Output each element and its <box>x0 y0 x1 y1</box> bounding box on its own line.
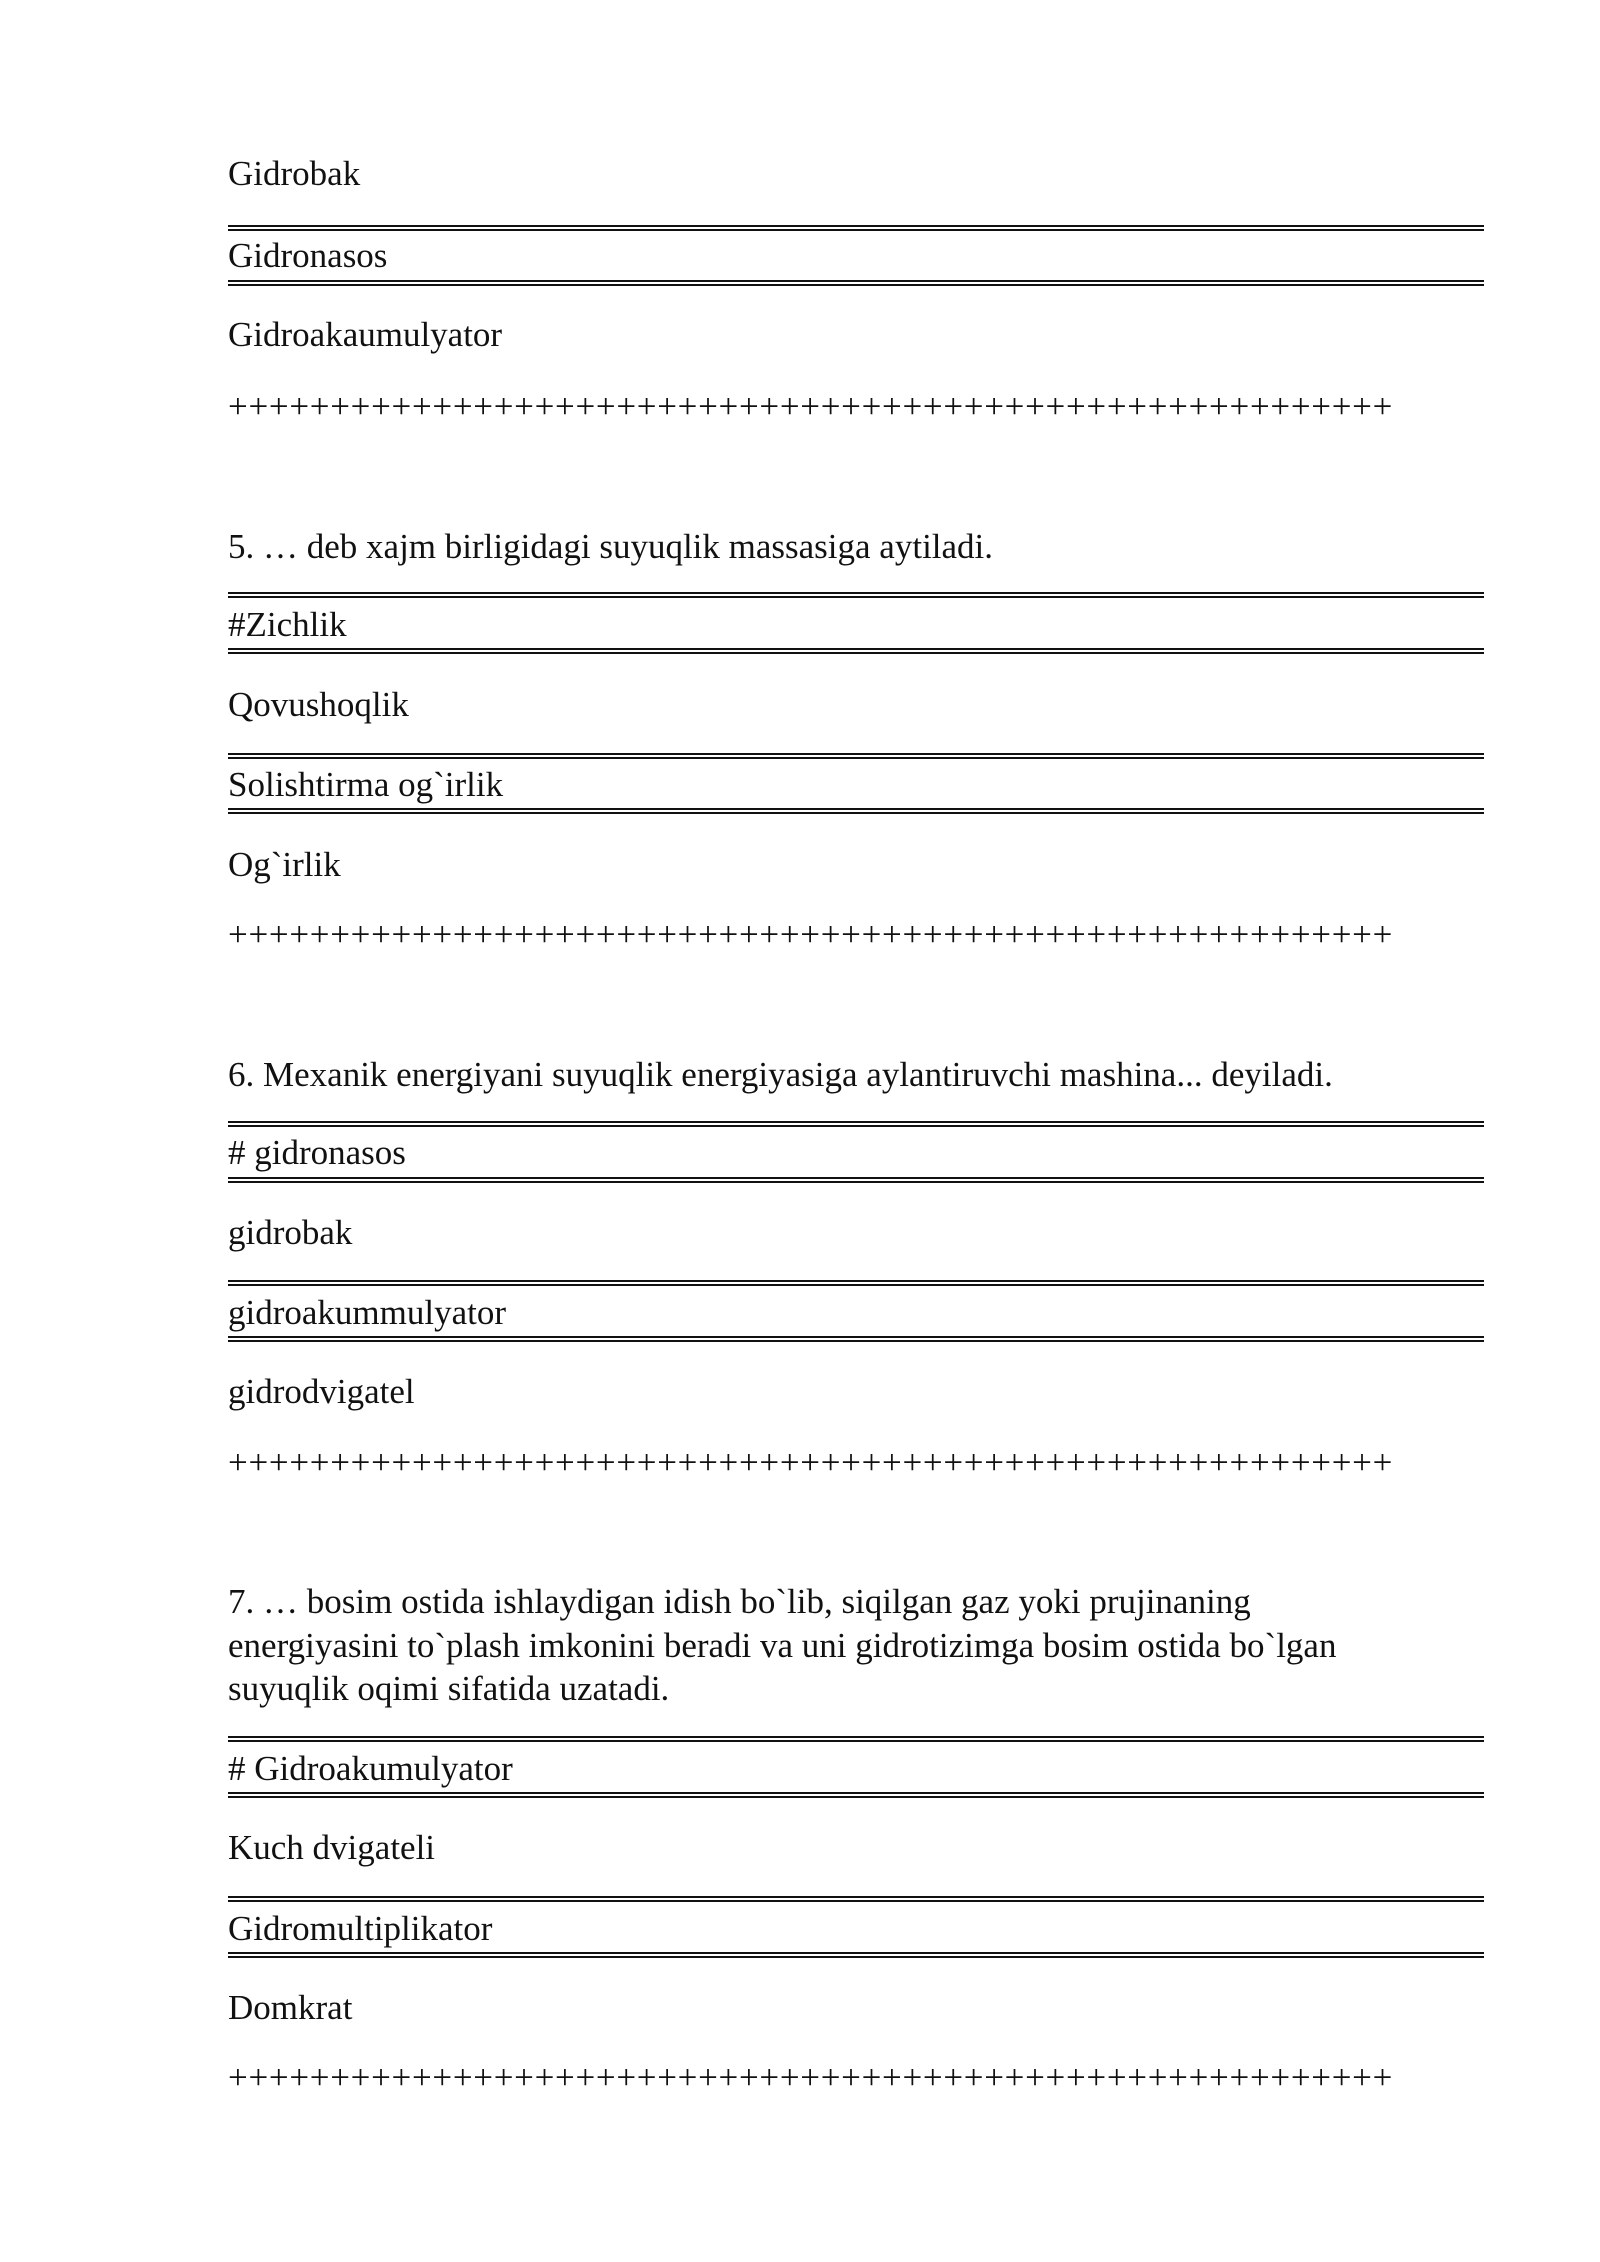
option-text: Gidroakaumulyator <box>228 315 503 354</box>
option-text: Gidronasos <box>228 236 388 275</box>
option-separator-line <box>228 1280 1484 1286</box>
option-separator-line <box>228 1952 1484 1958</box>
option-text: Gidrobak <box>228 154 361 193</box>
plus-separator: +++++++++++++++++++++++++++++++++++++++++++++++++++++++++ <box>228 2058 1394 2097</box>
option-separator-line <box>228 753 1484 759</box>
question-7-line-1: 7. … bosim ostida ishlaydigan idish bo`lib, siqilgan gaz yoki prujinaning <box>228 1582 1251 1621</box>
option-separator-line <box>228 1792 1484 1798</box>
option-separator-line <box>228 1121 1484 1127</box>
option-text: Solishtirma og`irlik <box>228 765 504 804</box>
option-separator-line <box>228 1177 1484 1183</box>
option-text: Qovushoqlik <box>228 685 409 724</box>
option-text: gidrodvigatel <box>228 1372 415 1411</box>
option-separator-line <box>228 648 1484 654</box>
question-7-line-3: suyuqlik oqimi sifatida uzatadi. <box>228 1669 670 1708</box>
option-separator-line <box>228 808 1484 814</box>
option-separator-line <box>228 225 1484 231</box>
option-text: gidroakummulyator <box>228 1293 507 1332</box>
option-separator-line <box>228 1336 1484 1342</box>
option-text: Og`irlik <box>228 845 341 884</box>
option-separator-line <box>228 280 1484 286</box>
option-text: Kuch dvigateli <box>228 1828 436 1867</box>
option-text: gidrobak <box>228 1213 353 1252</box>
plus-separator: +++++++++++++++++++++++++++++++++++++++++++++++++++++++++ <box>228 1443 1394 1482</box>
option-text-correct: # gidronasos <box>228 1133 406 1172</box>
option-text-correct: # Gidroakumulyator <box>228 1749 513 1788</box>
plus-separator: +++++++++++++++++++++++++++++++++++++++++++++++++++++++++ <box>228 387 1394 426</box>
option-separator-line <box>228 592 1484 598</box>
question-5-text: 5. … deb xajm birligidagi suyuqlik massasiga aytiladi. <box>228 527 994 566</box>
plus-separator: +++++++++++++++++++++++++++++++++++++++++++++++++++++++++ <box>228 915 1394 954</box>
question-6-text: 6. Mexanik energiyani suyuqlik energiyasiga aylantiruvchi mashina... deyiladi. <box>228 1055 1333 1094</box>
option-separator-line <box>228 1896 1484 1902</box>
option-separator-line <box>228 1736 1484 1742</box>
option-text: Gidromultiplikator <box>228 1909 493 1948</box>
option-text: Domkrat <box>228 1988 353 2027</box>
option-text-correct: #Zichlik <box>228 605 347 644</box>
question-7-line-2: energiyasini to`plash imkonini beradi va uni gidrotizimga bosim ostida bo`lgan <box>228 1626 1337 1665</box>
